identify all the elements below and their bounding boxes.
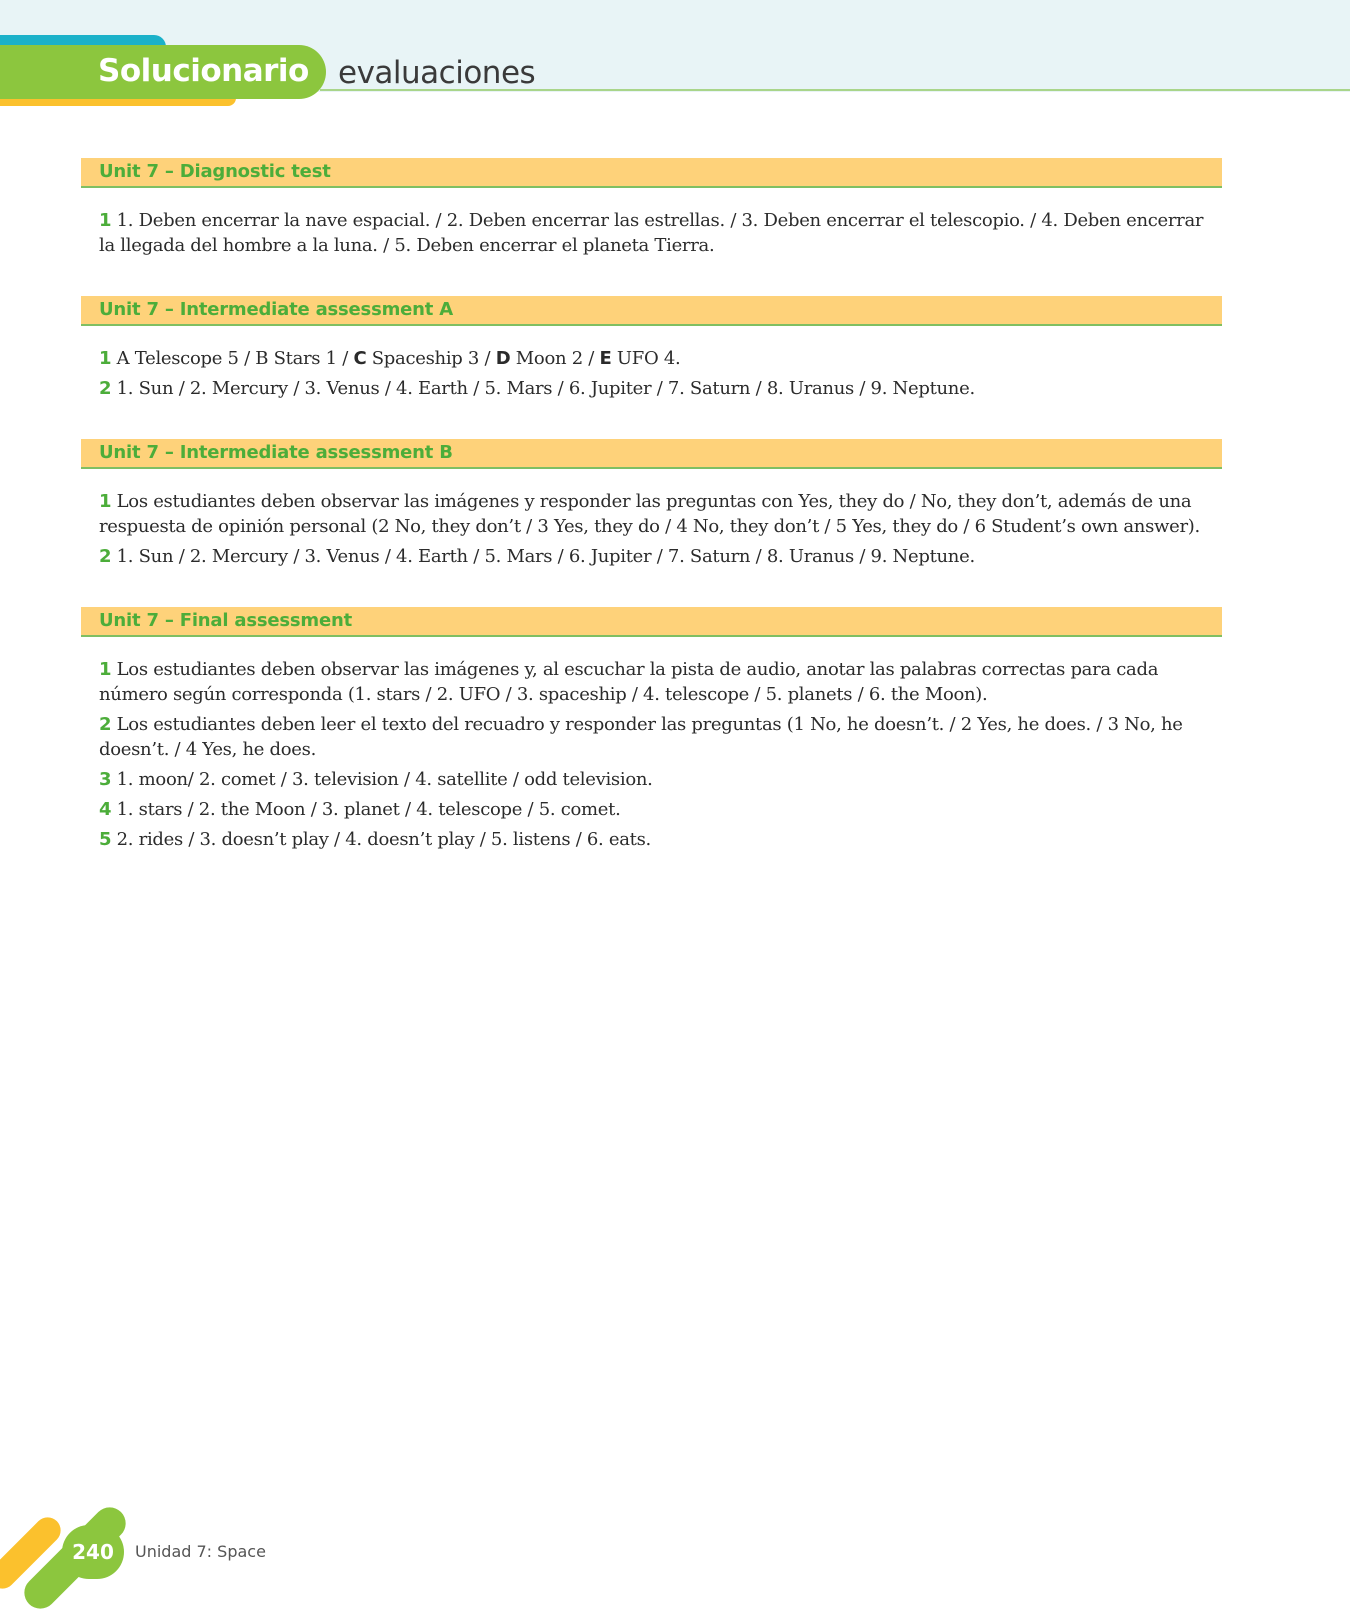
section [81, 607, 1222, 852]
section-heading: Unit 7 – Intermediate assessment A [81, 296, 1222, 326]
answer-key-content [81, 158, 1222, 890]
question-number: 1 [99, 210, 112, 231]
answer-item [99, 657, 1222, 707]
page-title: Solucionario [98, 53, 309, 89]
answer-text: Los estudiantes deben leer el texto del recuadro y responder las preguntas (1 No, he doesn’t. / 2 Yes, he does. / 3 No, he doesn’t. / 4 Yes, he does. [99, 714, 1183, 760]
page-number: 240 [72, 1540, 114, 1564]
answer-text: A Telescope 5 / B Stars 1 / [116, 348, 354, 369]
option-letter: C [353, 348, 367, 369]
answer-text: 1. Sun / 2. Mercury / 3. Venus / 4. Earth / 5. Mars / 6. Jupiter / 7. Saturn / 8. Uranus / 9. Neptune. [116, 546, 975, 567]
answer-item [99, 489, 1222, 539]
answer-list [81, 326, 1222, 401]
answer-text: Spaceship 3 / [366, 348, 496, 369]
answer-text: 1. Deben encerrar la nave espacial. / 2. Deben encerrar las estrellas. / 3. Deben encerrar el telescopio. / 4. Deben encerrar la llegada del hombre a la luna. / 5. Deben encerrar el planeta Tierra. [99, 210, 1204, 256]
answer-item [99, 346, 1222, 371]
answer-item [99, 827, 1222, 852]
question-number: 5 [99, 829, 112, 850]
answer-item [99, 376, 1222, 401]
answer-text: Moon 2 / [510, 348, 600, 369]
answer-item [99, 544, 1222, 569]
footer-unit-label: Unidad 7: Space [135, 1542, 266, 1561]
answer-text: 2. rides / 3. doesn’t play / 4. doesn’t play / 5. listens / 6. eats. [116, 829, 651, 850]
option-letter: D [495, 348, 511, 369]
answer-list [81, 188, 1222, 258]
section-heading: Unit 7 – Final assessment [81, 607, 1222, 637]
question-number: 1 [99, 348, 112, 369]
answer-text: UFO 4. [611, 348, 681, 369]
section [81, 296, 1222, 401]
answer-text: Los estudiantes deben observar las imágenes y, al escuchar la pista de audio, anotar las palabras correctas para cada número según corresponda (1. stars / 2. UFO / 3. spaceship / 4. telescope / 5. planets / 6. the Moon). [99, 659, 1159, 705]
question-number: 2 [99, 546, 112, 567]
section [81, 439, 1222, 569]
option-letter: E [599, 348, 612, 369]
answer-text: 1. Sun / 2. Mercury / 3. Venus / 4. Earth / 5. Mars / 6. Jupiter / 7. Saturn / 8. Uranus / 9. Neptune. [116, 378, 975, 399]
answer-list [81, 637, 1222, 852]
answer-list [81, 469, 1222, 569]
section-heading: Unit 7 – Intermediate assessment B [81, 439, 1222, 469]
section [81, 158, 1222, 258]
question-number: 2 [99, 378, 112, 399]
answer-text: Los estudiantes deben observar las imágenes y responder las preguntas con Yes, they do / No, they don’t, además de una respuesta de opinión personal (2 No, they don’t / 3 Yes, they do / 4 No, they don’t / 5 Yes, they do / 6 Student’s own answer). [99, 491, 1200, 537]
answer-text: 1. moon/ 2. comet / 3. television / 4. satellite / odd television. [116, 769, 653, 790]
answer-item [99, 767, 1222, 792]
answer-item [99, 797, 1222, 822]
answer-item [99, 712, 1222, 762]
question-number: 4 [99, 799, 112, 820]
question-number: 1 [99, 491, 112, 512]
page-subtitle: evaluaciones [338, 55, 536, 91]
section-heading: Unit 7 – Diagnostic test [81, 158, 1222, 188]
question-number: 1 [99, 659, 112, 680]
answer-item [99, 208, 1222, 258]
answer-text: 1. stars / 2. the Moon / 3. planet / 4. telescope / 5. comet. [116, 799, 621, 820]
question-number: 3 [99, 769, 112, 790]
question-number: 2 [99, 714, 112, 735]
